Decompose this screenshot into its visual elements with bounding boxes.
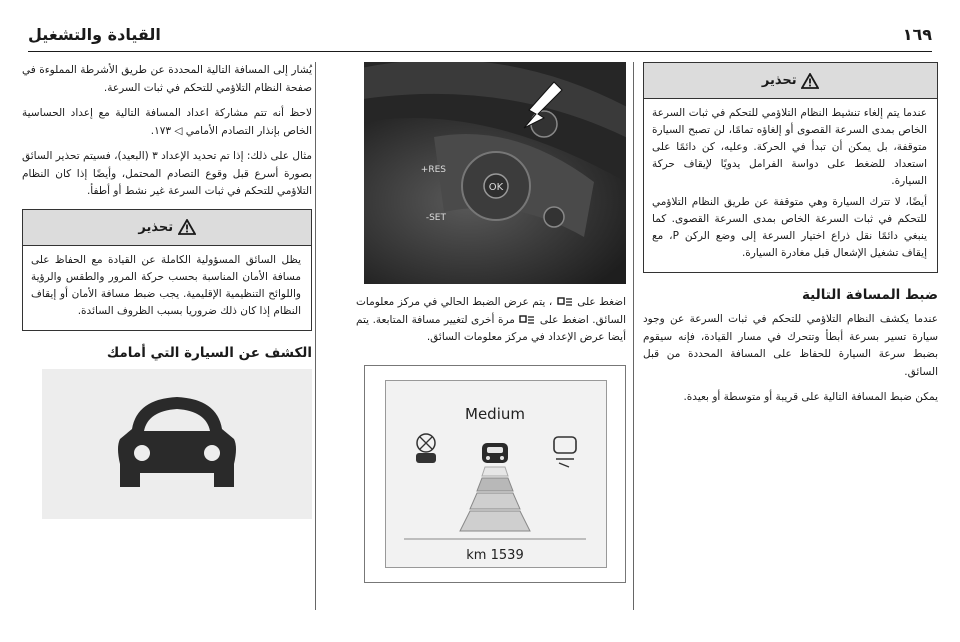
svg-text:OK: OK (488, 182, 504, 193)
odometer-readout: 1539 km (466, 547, 524, 563)
column-divider (315, 62, 316, 610)
section-title: الكشف عن السيارة التي أمامك (106, 344, 312, 361)
warning-title: تحذير (761, 73, 797, 88)
body-paragraph: عندما يكشف النظام التلاؤمي للتحكم في ثبات السرعة عن وجود سيارة تسير بسرعة أبطأ وتتحرك في مسار القيادة، فإنه سيقوم بضبط سرعة السيارة للحفاظ على المسافة المحددة من قبل السائق. (643, 313, 938, 378)
body-paragraph: يمكن ضبط المسافة التالية على قريبة أو متوسطة أو بعيدة. (683, 391, 938, 403)
driver-info-display-figure (364, 365, 626, 583)
steering-wheel-illustration (364, 62, 626, 284)
body-paragraph: يُشار إلى المسافة التالية المحددة عن طريق الأشرطة المملوءة في صفحة النظام التلاؤمي للتحكم في ثبات السرعة. (22, 64, 312, 94)
warning-box (22, 209, 312, 331)
middle-column (356, 62, 626, 583)
follow-distance-icon (518, 314, 536, 326)
warning-text: أيضًا، لا تترك السيارة وهي متوقفة عن طريق النظام التلاؤمي للتحكم في ثبات السرعة الخاص بمدى السرعة القصوى. كما ينبغي دائمًا نقل ذراع اختيار السرعة إلى وضع الركن P، مع إيقاف تشغيل الإشعال قبل مغادرة السيارة. (652, 196, 927, 259)
body-paragraph: لاحظ أنه تتم مشاركة اعداد المسافة التالية مع إعداد الحساسية الخاص بإنذار التصادم الأمامي ◁ ١٧٣. (22, 107, 312, 137)
photo-caption: اضغط على ، يتم عرض الضبط الحالي في مركز معلومات السائق. اضغط على مرة أخرى لتغيير مسافة المتابعة. يتم أيضا عرض الإعداد في مركز معلومات السائق. (356, 296, 627, 343)
warning-text: عندما يتم إلغاء تنشيط النظام التلاؤمي للتحكم في ثبات السرعة الخاص بمدى السرعة القصوى أو إلغاؤه تمامًا، لن تصبح السيارة متوقفة، بل يمكن أن تبدأ في الحركة. وعليه، كن دائمًا على استعداد للضغط على دواسة الفرامل يدويًا لإيقاف حركة السيارة. (652, 107, 927, 187)
chapter-title: القيادة والتشغيل (28, 25, 161, 44)
body-paragraph: مثال على ذلك: إذا تم تحديد الإعداد ٣ (البعيد)، فسيتم تحذير السائق بصورة أسرع قبل وقوع التصادم المحتمل، وأيضًا إذا كان النظام التلاؤمي للتحكم في ثبات السرعة غير نشط أو أطفأ. (22, 150, 312, 197)
warning-header (644, 63, 937, 99)
set-label: SET- (425, 213, 446, 223)
lead-vehicle-icon (482, 443, 508, 463)
steering-wheel-photo (364, 62, 626, 284)
pedestrian-warning-icon (416, 434, 436, 463)
warning-title: تحذير (138, 219, 174, 235)
right-column (643, 62, 938, 415)
warning-triangle-icon (178, 219, 196, 235)
distance-level-label: Medium (465, 404, 525, 423)
page-number: ١٦٩ (902, 25, 932, 44)
follow-distance-icon (556, 296, 574, 308)
warning-box (643, 62, 938, 273)
vehicle-ahead-figure (42, 369, 312, 519)
section-title: ضبط المسافة التالية (801, 287, 938, 303)
page-header (28, 18, 932, 52)
display-screen (385, 380, 607, 568)
left-column (22, 62, 312, 519)
warning-header (23, 210, 311, 246)
res-label: RES+ (420, 165, 446, 175)
warning-text: يظل السائق المسؤولية الكاملة عن القيادة مع الحفاظ على مسافة الأمان المناسبة بحسب حركة المرور والطقس والرؤية واللوائح التنظيمية الإقليمية. يجب ضبط مسافة الأمان أو إيقاف النظام إذا كان ذلك ضروريا بسبب الظروف السائدة. (31, 253, 301, 317)
warning-triangle-icon (801, 73, 819, 89)
column-divider (633, 62, 634, 610)
collision-alert-icon (554, 437, 576, 467)
vehicle-ahead-icon (42, 369, 312, 519)
